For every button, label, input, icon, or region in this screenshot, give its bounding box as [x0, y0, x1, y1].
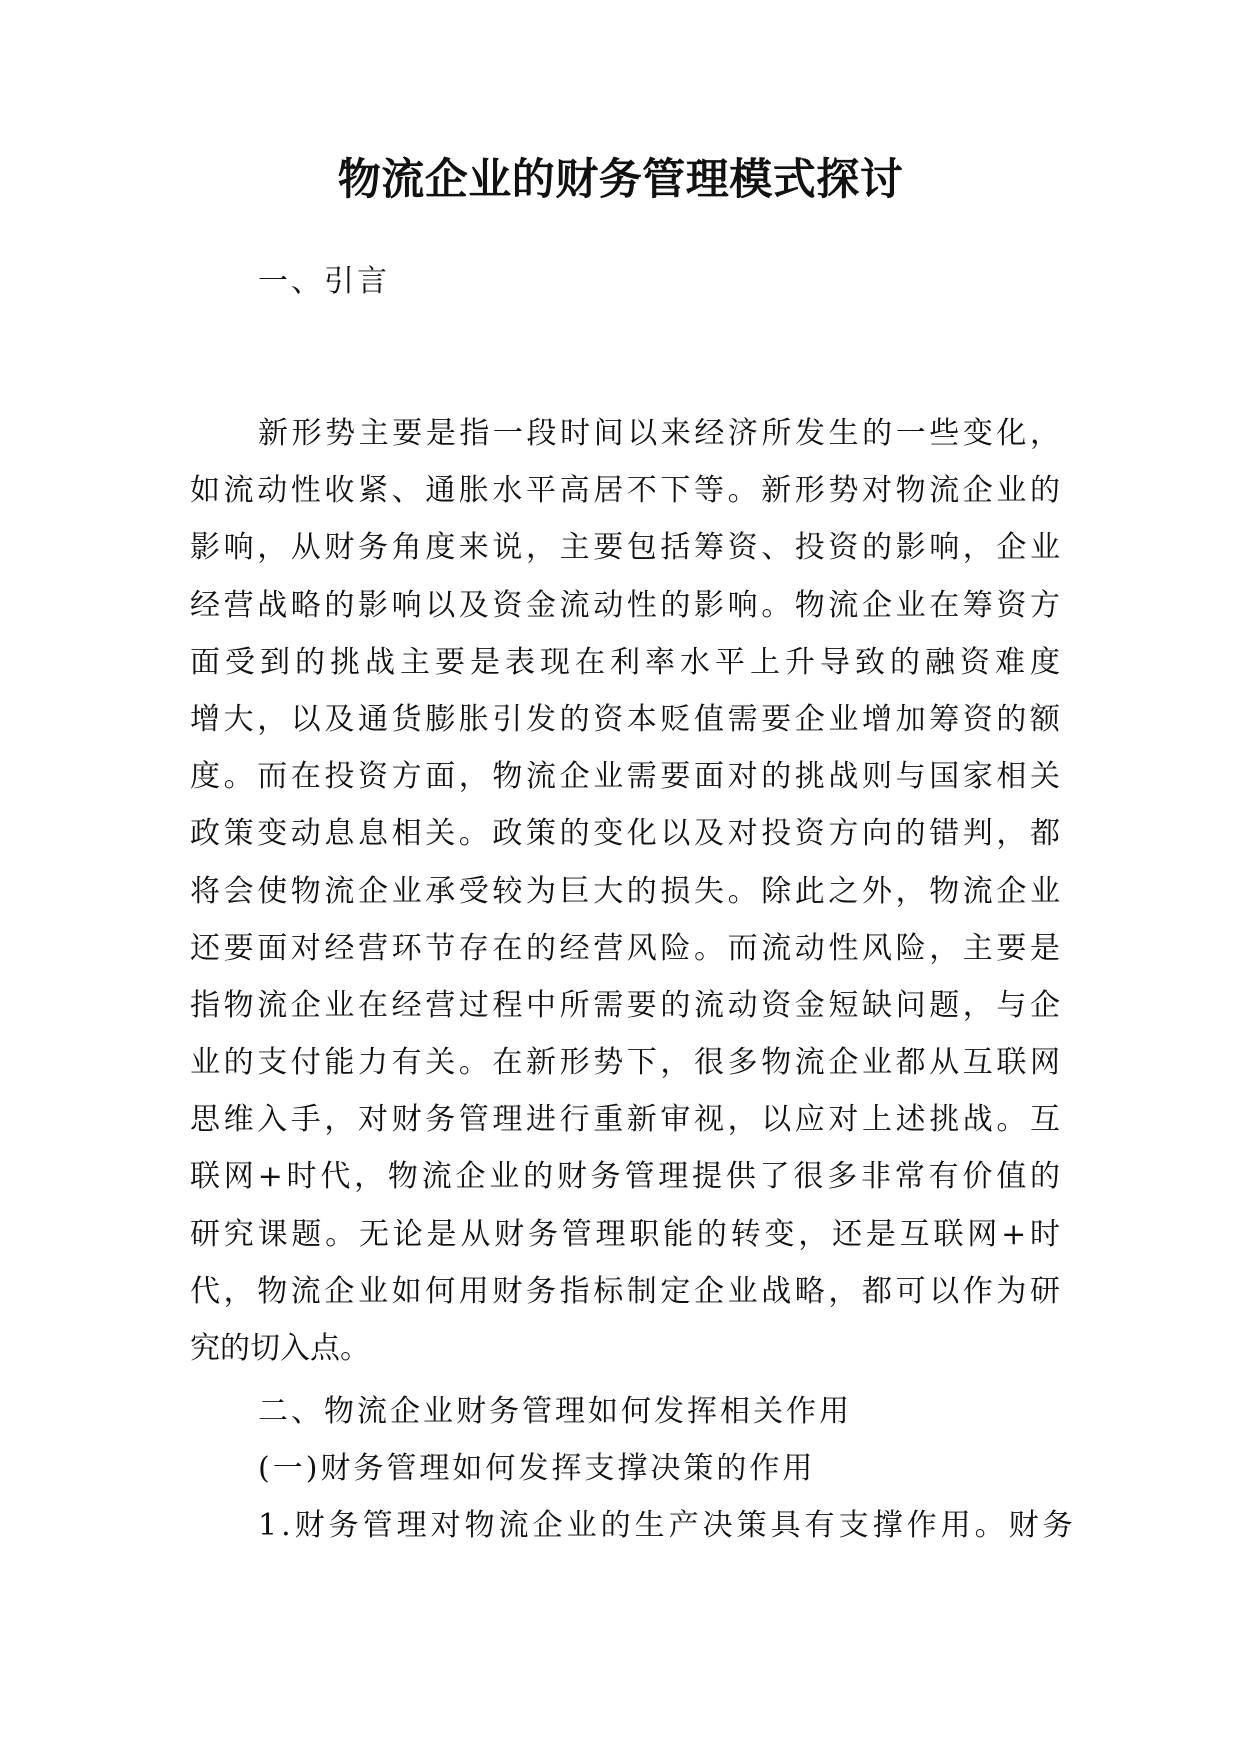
section-heading-financial-role: 二、物流企业财务管理如何发挥相关作用	[258, 1394, 852, 1429]
paragraph-line: 度。而在投资方面，物流企业需要面对的挑战则与国家相关	[190, 759, 1060, 795]
paragraph-line: 影响，从财务角度来说，主要包括筹资、投资的影响，企业	[190, 530, 1060, 566]
paragraph-line: 还要面对经营环节存在的经营风险。而流动性风险，主要是	[190, 930, 1060, 966]
paragraph-line: 面受到的挑战主要是表现在利率水平上升导致的融资难度	[190, 644, 1060, 680]
paragraph-line: 政策变动息息相关。政策的变化以及对投资方向的错判，都	[190, 816, 1060, 852]
paragraph-line: 指物流企业在经营过程中所需要的流动资金短缺问题，与企	[190, 987, 1060, 1023]
paragraph-line: 业的支付能力有关。在新形势下，很多物流企业都从互联网	[190, 1045, 1060, 1081]
paragraph-line: 究的切入点。	[190, 1331, 370, 1366]
paragraph-line: 如流动性收紧、通胀水平高居不下等。新形势对物流企业的	[190, 473, 1060, 509]
section-heading-introduction: 一、引言	[258, 264, 390, 299]
paragraph-line: 思维入手，对财务管理进行重新审视，以应对上述挑战。互	[190, 1102, 1060, 1138]
paragraph-line: 研究课题。无论是从财务管理职能的转变，还是互联网+时	[190, 1216, 1060, 1252]
numbered-item-line: 1.财务管理对物流企业的生产决策具有支撑作用。财务	[258, 1508, 1077, 1543]
paragraph-line: 将会使物流企业承受较为巨大的损失。除此之外，物流企业	[190, 873, 1060, 909]
paragraph-line: 代，物流企业如何用财务指标制定企业战略，都可以作为研	[190, 1273, 1060, 1309]
paragraph-line: 增大，以及通货膨胀引发的资本贬值需要企业增加筹资的额	[190, 701, 1060, 737]
subsection-heading-decision-support: (一)财务管理如何发挥支撑决策的作用	[258, 1451, 816, 1486]
paragraph-line: 经营战略的影响以及资金流动性的影响。物流企业在筹资方	[190, 587, 1060, 623]
document-title: 物流企业的财务管理模式探讨	[337, 155, 904, 205]
paragraph-introduction	[190, 405, 1060, 1377]
paragraph-line: 新形势主要是指一段时间以来经济所发生的一些变化，	[258, 416, 1060, 451]
paragraph-line: 联网+时代，物流企业的财务管理提供了很多非常有价值的	[190, 1159, 1060, 1195]
